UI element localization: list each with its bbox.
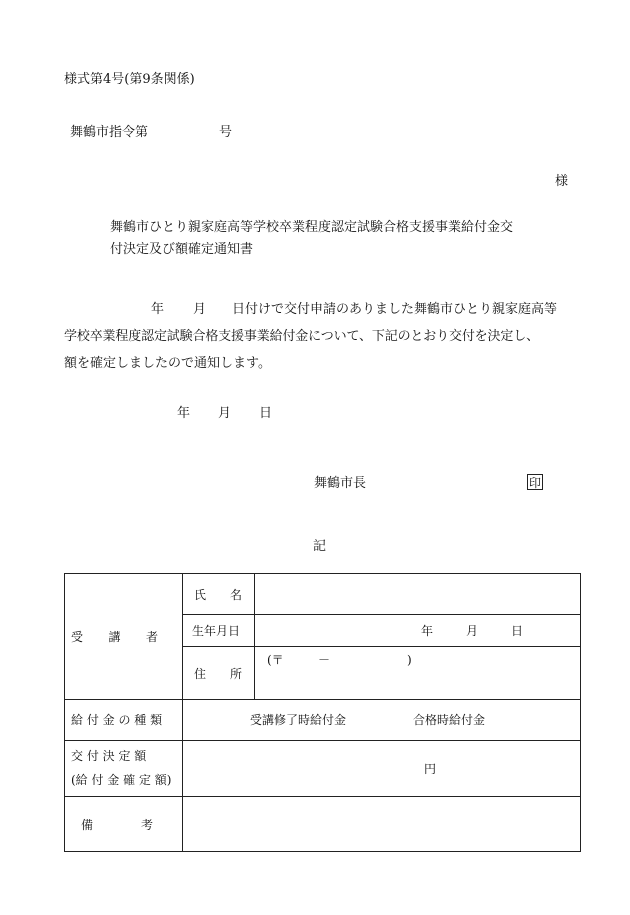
remarks-label: 備 考: [81, 818, 154, 832]
body-month: 月: [193, 302, 207, 317]
grant-option-completion[interactable]: 受講修了時給付金: [250, 713, 347, 727]
row-line: [65, 740, 581, 741]
recipient-honorific: 様: [555, 174, 569, 189]
dob-year: 年: [421, 624, 434, 638]
name-field[interactable]: [255, 575, 581, 614]
confirmed-amount-label: (給 付 金 確 定 額): [71, 773, 172, 787]
ki-heading: 記: [313, 539, 327, 554]
row-line: [182, 646, 581, 647]
date-day: 日: [259, 406, 273, 421]
body-line-2: 学校卒業程度認定試験合格支援事業給付金について、下記のとおり交付を決定し、: [64, 329, 539, 344]
grant-type-label: 給 付 金 の 種 類: [71, 713, 163, 727]
body-line-1: 日付けで交付申請のありました舞鶴市ひとり親家庭高等: [232, 302, 558, 317]
yen-unit: 円: [424, 762, 437, 776]
dob-day: 日: [511, 624, 524, 638]
dob-label: 生年月日: [192, 624, 241, 638]
postal-open: (〒: [267, 653, 284, 667]
postal-close: ): [407, 653, 412, 667]
grant-option-pass[interactable]: 合格時給付金: [413, 713, 486, 727]
directive-number-suffix: 号: [219, 125, 233, 140]
seal-mark: 印: [528, 476, 541, 490]
body-year: 年: [151, 302, 165, 317]
document-title-line-1: 舞鶴市ひとり親家庭高等学校卒業程度認定試験合格支援事業給付金交: [110, 220, 514, 235]
postal-dash: －: [318, 653, 331, 667]
body-line-3: 額を確定しましたので通知します。: [64, 356, 271, 371]
document-title-line-2: 付決定及び額確定通知書: [110, 242, 254, 257]
directive-number-prefix: 舞鶴市指令第: [70, 125, 149, 140]
remarks-field[interactable]: [183, 797, 581, 852]
date-month: 月: [218, 406, 232, 421]
grant-details-table: [64, 573, 581, 852]
decision-amount-label: 交 付 決 定 額: [71, 749, 147, 763]
mayor-title: 舞鶴市長: [314, 476, 367, 491]
trainee-label: 受 講 者: [71, 630, 159, 644]
address-label: 住 所: [194, 667, 243, 681]
row-line: [65, 699, 581, 700]
name-label: 氏 名: [194, 588, 243, 602]
date-year: 年: [177, 406, 191, 421]
row-line: [182, 614, 581, 615]
form-number: 様式第4号(第9条関係): [64, 72, 195, 87]
dob-month: 月: [466, 624, 479, 638]
